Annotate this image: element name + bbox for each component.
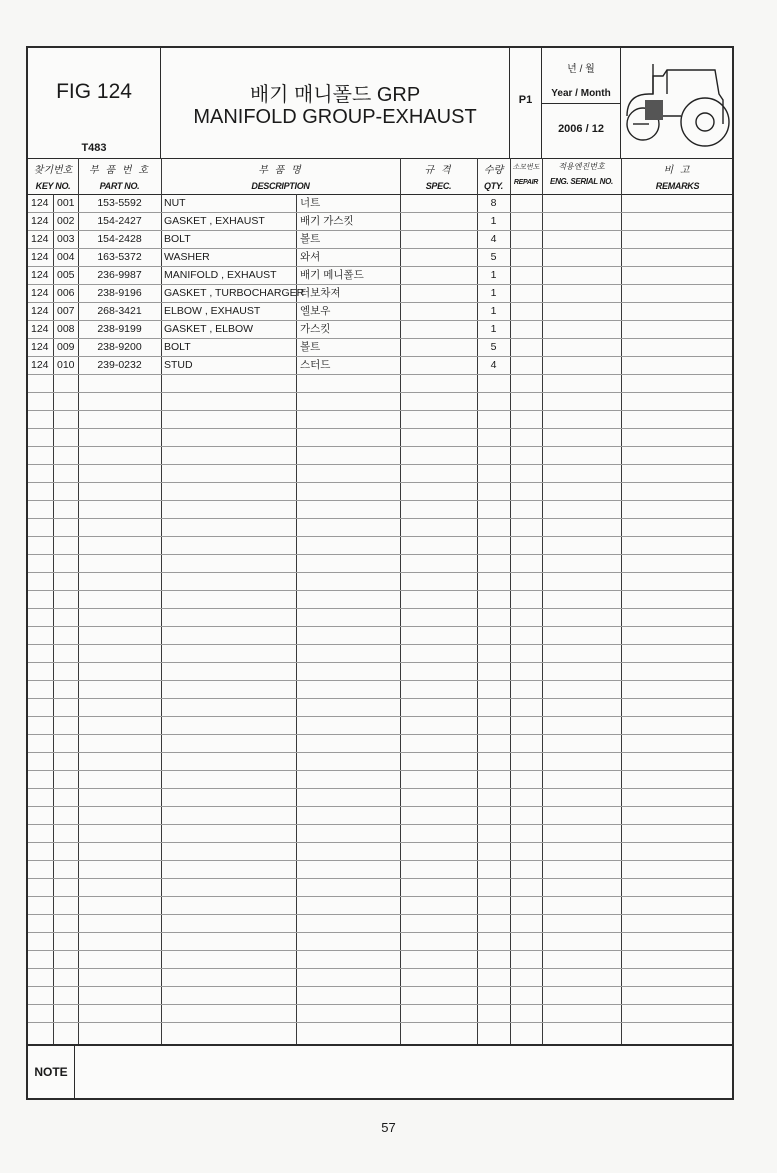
part-no: 163-5372 [97,251,142,263]
title-korean: 배기 매니폴드 GRP [249,84,421,106]
part-no: 238-9196 [97,287,142,299]
table-row [28,302,732,320]
date-value: 2006 / 12 [558,123,604,135]
key-no: 008 [57,323,75,335]
description-english: BOLT [164,341,191,353]
description-korean: 터보차져 [300,287,341,299]
note-label: NOTE [28,1046,75,1098]
tractor-illustration-icon [621,48,734,158]
key-no: 006 [57,287,75,299]
quantity: 1 [490,215,497,227]
model-code: T483 [81,142,107,154]
description-korean: 배기 가스킷 [300,215,354,227]
quantity: 1 [490,287,497,299]
table-row [28,212,732,230]
description-english: MANIFOLD , EXHAUST [164,269,277,281]
table-row [28,230,732,248]
description-english: STUD [164,359,193,371]
col-remarks: 비 고 REMARKS [655,165,700,191]
date-label-korean: 년 / 월 [567,64,595,75]
key-no: 001 [57,197,75,209]
description-english: GASKET , ELBOW [164,323,254,335]
description-english: GASKET , EXHAUST [164,215,265,227]
title-english: MANIFOLD GROUP-EXHAUST [193,106,477,128]
description-english: BOLT [164,233,191,245]
column-headers [28,158,732,195]
key-no: 007 [57,305,75,317]
title-cell [161,48,510,158]
fig-no: 124 [31,341,49,353]
page-id: P1 [518,94,533,106]
quantity: 8 [490,197,497,209]
quantity: 5 [490,251,497,263]
table-row [28,194,732,212]
part-no: 268-3421 [97,305,142,317]
quantity: 5 [490,341,497,353]
description-korean: 배기 메니폴드 [300,269,364,281]
description-korean: 너트 [300,197,321,209]
quantity: 4 [490,359,497,371]
key-no: 005 [57,269,75,281]
fig-no: 124 [31,233,49,245]
quantity: 1 [490,269,497,281]
description-english: NUT [164,197,186,209]
part-no: 154-2427 [97,215,142,227]
part-no: 236-9987 [97,269,142,281]
key-no: 010 [57,359,75,371]
fig-no: 124 [31,287,49,299]
sheet-header [28,48,732,159]
quantity: 4 [490,233,497,245]
description-korean: 가스킷 [300,323,331,335]
page-number: 57 [381,1120,396,1135]
description-korean: 스터드 [300,359,331,371]
figure-number: FIG 124 [56,80,132,103]
key-no: 003 [57,233,75,245]
description-korean: 엘보우 [300,305,331,317]
fig-no: 124 [31,305,49,317]
note-section [28,1044,732,1098]
parts-sheet [26,46,734,1100]
figure-cell [28,48,161,158]
fig-no: 124 [31,215,49,227]
key-no: 009 [57,341,75,353]
part-no: 238-9199 [97,323,142,335]
col-spec: 규 격 SPEC. [424,165,453,191]
page-id-cell [510,48,542,158]
fig-no: 124 [31,251,49,263]
col-repair: 소모번도 REPAIR [512,164,540,186]
table-row [28,338,732,356]
quantity: 1 [490,323,497,335]
table-row [28,320,732,338]
fig-no: 124 [31,323,49,335]
fig-no: 124 [31,197,49,209]
parts-table [28,194,732,1049]
part-no: 153-5592 [97,197,142,209]
description-english: ELBOW , EXHAUST [164,305,261,317]
col-key: 찾기번호 KEY NO. [33,165,73,191]
description-korean: 볼트 [300,233,321,245]
table-row [28,266,732,284]
description-english: GASKET , TURBOCHARGER [164,287,305,299]
table-row [28,356,732,374]
description-korean: 와셔 [300,251,321,263]
key-no: 002 [57,215,75,227]
table-row [28,248,732,266]
col-part-no: 부 품 번 호 PART NO. [89,165,150,191]
col-qty: 수량 QTY. [483,165,504,191]
quantity: 1 [490,305,497,317]
part-no: 238-9200 [97,341,142,353]
date-cell [542,48,621,158]
fig-no: 124 [31,359,49,371]
fig-no: 124 [31,269,49,281]
part-no: 154-2428 [97,233,142,245]
col-serial: 적용엔진번호 ENG. SERIAL NO. [550,162,613,186]
description-english: WASHER [164,251,210,263]
col-description: 부 품 명 DESCRIPTION [251,165,310,191]
table-row [28,284,732,302]
key-no: 004 [57,251,75,263]
part-no: 239-0232 [97,359,142,371]
description-korean: 볼트 [300,341,321,353]
date-label-english: Year / Month [551,88,611,99]
